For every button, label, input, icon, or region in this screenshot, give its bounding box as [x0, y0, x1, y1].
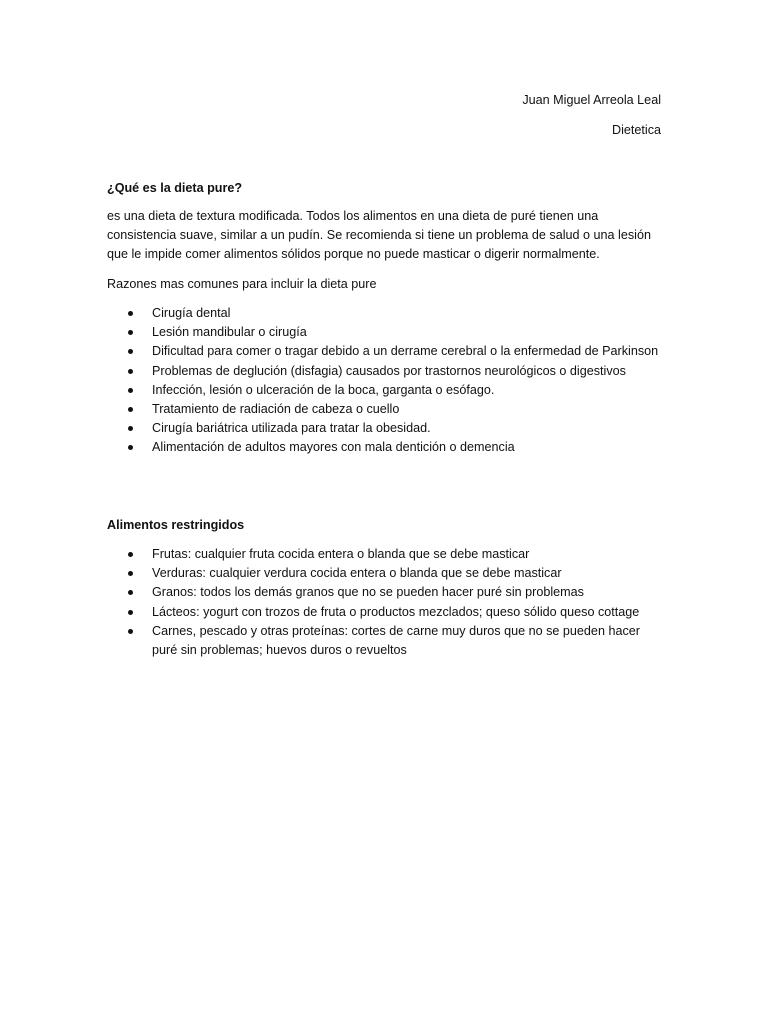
list-item-text: Problemas de deglución (disfagia) causados por trastornos neurológicos o digestivos: [152, 363, 626, 378]
restricted-list: [107, 545, 667, 660]
list-item-text: Carnes, pescado y otras proteínas: cortes de carne muy duros que no se pueden hacer puré sin problemas; huevos duros o revueltos: [152, 623, 640, 658]
section-heading-que-es: [107, 180, 667, 196]
heading-text: Alimentos restringidos: [107, 518, 245, 532]
list-item-text: Verduras: cualquier verdura cocida entera o blanda que se debe masticar: [152, 566, 562, 581]
list-item-text: Infección, lesión o ulceración de la boca, garganta o esófago.: [152, 382, 495, 397]
reasons-list: [107, 304, 667, 458]
list-item: [107, 381, 667, 400]
definition-text: es una dieta de textura modificada. Todos los alimentos en una dieta de puré tienen una consistencia suave, similar a un pudín. Se recomienda si tiene un problema de salud o una lesión que le impide comer alimentos sólidos porque no puede masticar o digerir normalmente.: [107, 209, 651, 262]
list-item: [107, 564, 667, 583]
list-item-text: Dificultad para comer o tragar debido a un derrame cerebral o la enfermedad de Parkinson: [152, 344, 659, 359]
restricted-list-block: [107, 545, 667, 660]
list-item: [107, 362, 667, 381]
bullet-icon: [128, 552, 133, 557]
author-name: Juan Miguel Arreola Leal: [522, 93, 661, 107]
bullet-icon: [128, 571, 133, 576]
list-item: [107, 622, 667, 660]
list-item: [107, 419, 667, 438]
reasons-intro-text: Razones mas comunes para incluir la dieta pure: [107, 277, 377, 291]
list-item: [107, 304, 667, 323]
bullet-icon: [128, 407, 133, 412]
list-item-text: Tratamiento de radiación de cabeza o cuello: [152, 402, 400, 417]
bullet-icon: [128, 330, 133, 335]
list-item: [107, 545, 667, 564]
bullet-icon: [128, 388, 133, 393]
bullet-icon: [128, 610, 133, 615]
bullet-icon: [128, 311, 133, 316]
list-item: [107, 342, 667, 361]
course-name: Dietetica: [612, 123, 661, 137]
bullet-icon: [128, 590, 133, 595]
definition-paragraph: [107, 207, 667, 265]
list-item-text: Cirugía dental: [152, 306, 231, 320]
reasons-list-block: [107, 304, 667, 458]
list-item: [107, 323, 667, 342]
list-item-text: Frutas: cualquier fruta cocida entera o blanda que se debe masticar: [152, 547, 530, 561]
list-item-text: Alimentación de adultos mayores con mala dentición o demencia: [152, 440, 515, 455]
list-item-text: Lesión mandibular o cirugía: [152, 325, 307, 340]
list-item-text: Lácteos: yogurt con trozos de fruta o productos mezclados; queso sólido queso cottage: [152, 604, 640, 619]
list-item: [107, 583, 667, 602]
list-item: [107, 438, 667, 457]
list-item-text: Cirugía bariátrica utilizada para tratar la obesidad.: [152, 421, 431, 436]
bullet-icon: [128, 426, 133, 431]
bullet-icon: [128, 349, 133, 354]
list-item: [107, 603, 667, 622]
list-item-text: Granos: todos los demás granos que no se pueden hacer puré sin problemas: [152, 585, 584, 600]
bullet-icon: [128, 369, 133, 374]
heading-text: ¿Qué es la dieta pure?: [107, 181, 243, 195]
reasons-intro: [107, 275, 667, 294]
section-heading-restringidos: [107, 517, 667, 533]
bullet-icon: [128, 445, 133, 450]
bullet-icon: [128, 629, 133, 634]
list-item: [107, 400, 667, 419]
